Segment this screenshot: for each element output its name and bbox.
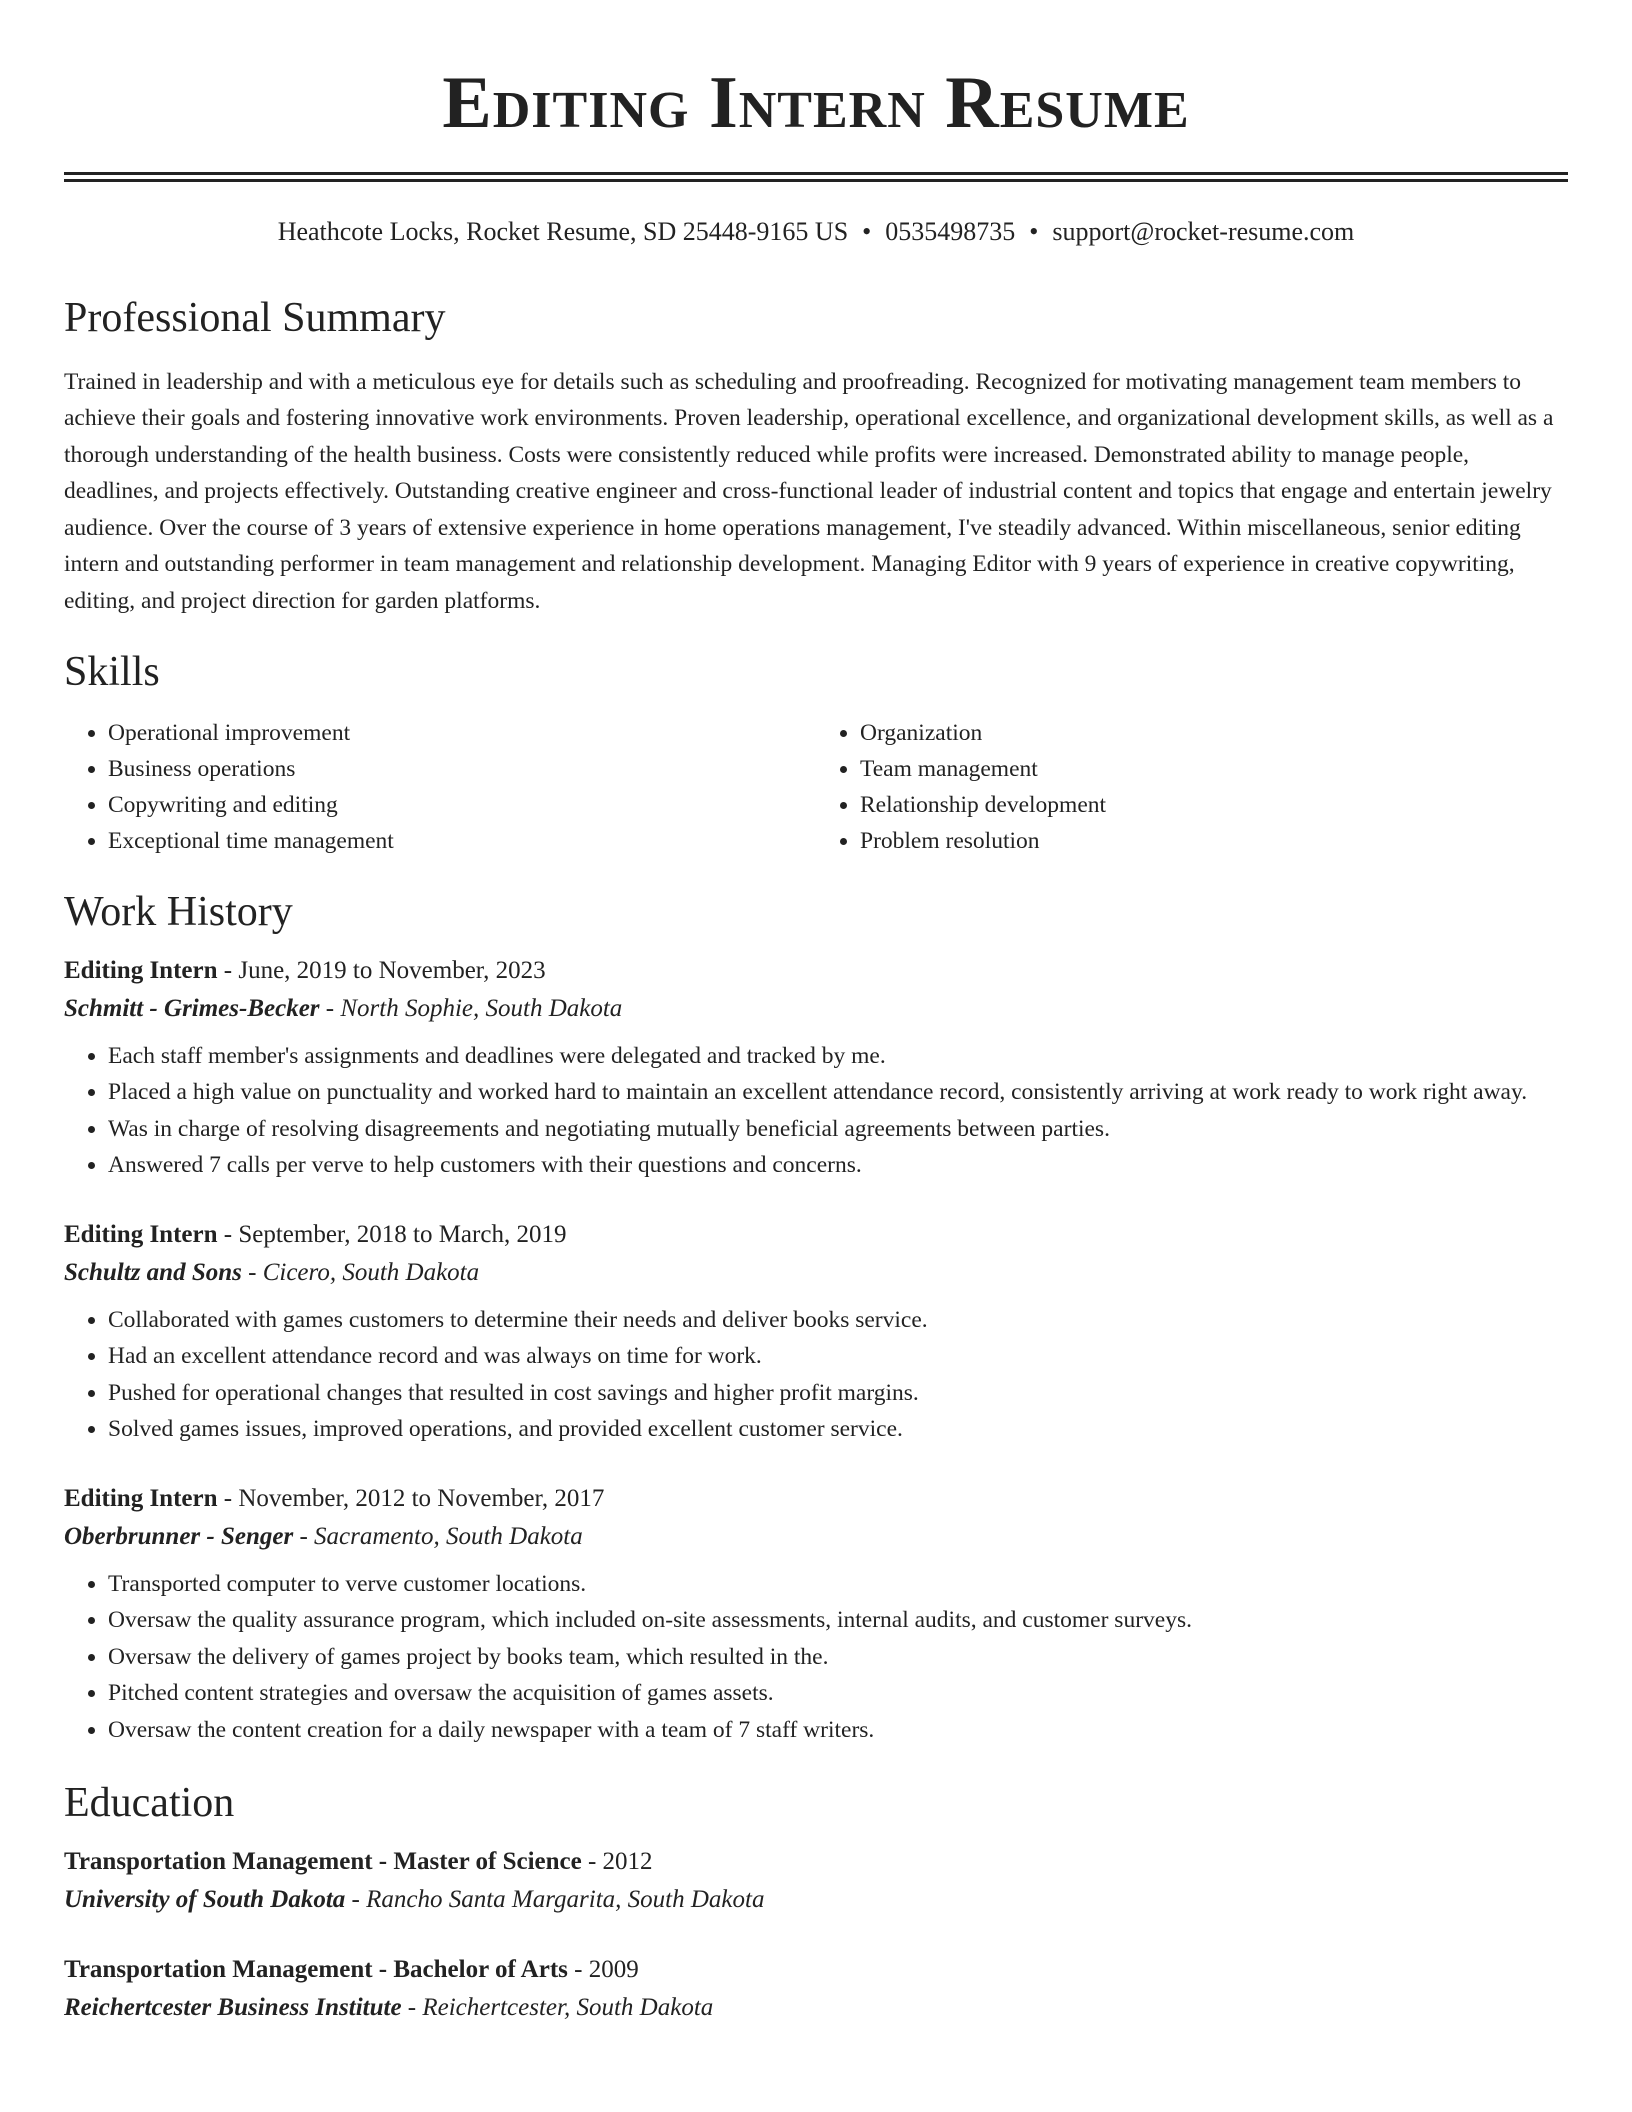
skills-list-left xyxy=(64,715,816,859)
job-title-line xyxy=(64,1216,1568,1254)
company-name: Schmitt - Grimes-Becker xyxy=(64,994,320,1022)
job-bullet: • Solved games issues, improved operations, and provided excellent customer service. xyxy=(108,1411,1568,1448)
skill-item: • Operational improvement xyxy=(108,715,816,751)
job-title: Editing Intern xyxy=(64,1484,218,1512)
education-section xyxy=(64,1778,1568,2026)
job-bullet: • Was in charge of resolving disagreements and negotiating mutually beneficial agreements between parties. xyxy=(108,1111,1568,1148)
contact-separator: • xyxy=(1029,217,1039,246)
title-double-rule xyxy=(64,172,1568,182)
contact-address: Heathcote Locks, Rocket Resume, SD 25448-9165 US xyxy=(277,217,849,246)
school-name: University of South Dakota xyxy=(64,1885,346,1913)
school-location: - Reichertcester, South Dakota xyxy=(401,1993,714,2021)
job-bullet: • Pushed for operational changes that resulted in cost savings and higher profit margins. xyxy=(108,1375,1568,1412)
degree-line xyxy=(64,1843,1568,1881)
job-bullet: • Had an excellent attendance record and was always on time for work. xyxy=(108,1338,1568,1375)
job-entry xyxy=(64,1216,1568,1448)
summary-heading: Professional Summary xyxy=(64,295,446,342)
job-bullet: • Placed a high value on punctuality and worked hard to maintain an excellent attendance record, consistently arriving at work ready to work right away. xyxy=(108,1074,1568,1111)
company-name: Schultz and Sons xyxy=(64,1258,242,1286)
school-line xyxy=(64,1881,1568,1919)
company-line xyxy=(64,1254,1568,1292)
job-bullet: • Oversaw the quality assurance program, which included on-site assessments, internal audits, and customer surveys. xyxy=(108,1602,1568,1639)
skills-columns xyxy=(64,715,1568,859)
degree-year: - 2009 xyxy=(567,1955,639,1983)
job-bullet: • Oversaw the delivery of games project by books team, which resulted in the. xyxy=(108,1639,1568,1676)
company-name: Oberbrunner - Senger xyxy=(64,1522,294,1550)
company-location: - North Sophie, South Dakota xyxy=(319,994,623,1022)
job-bullet: • Transported computer to verve customer locations. xyxy=(108,1566,1568,1603)
company-location: - Cicero, South Dakota xyxy=(241,1258,480,1286)
skill-item: • Exceptional time management xyxy=(108,823,816,859)
work-history-heading: Work History xyxy=(64,889,293,936)
job-title-line xyxy=(64,952,1568,990)
degree-name: Transportation Management - Master of Science xyxy=(64,1847,582,1875)
education-entry xyxy=(64,1843,1568,1919)
skill-item: • Organization xyxy=(860,715,1568,751)
contact-email: support@rocket-resume.com xyxy=(1052,217,1355,246)
school-location: - Rancho Santa Margarita, South Dakota xyxy=(345,1885,765,1913)
school-line xyxy=(64,1989,1568,2027)
job-title: Editing Intern xyxy=(64,956,218,984)
job-title-line xyxy=(64,1480,1568,1518)
job-bullets xyxy=(64,1038,1568,1184)
job-dates: - November, 2012 to November, 2017 xyxy=(217,1484,605,1512)
degree-line xyxy=(64,1951,1568,1989)
job-bullet: • Each staff member's assignments and deadlines were delegated and tracked by me. xyxy=(108,1038,1568,1075)
skill-item: • Problem resolution xyxy=(860,823,1568,859)
degree-name: Transportation Management - Bachelor of Arts xyxy=(64,1955,568,1983)
skills-heading: Skills xyxy=(64,649,160,696)
page-title: Editing Intern Resume xyxy=(442,62,1190,144)
skills-list-right xyxy=(816,715,1568,859)
degree-year: - 2012 xyxy=(581,1847,653,1875)
skill-item: • Team management xyxy=(860,751,1568,787)
skills-section xyxy=(64,647,1568,859)
skill-item: • Copywriting and editing xyxy=(108,787,816,823)
job-bullet: • Pitched content strategies and oversaw the acquisition of games assets. xyxy=(108,1675,1568,1712)
job-dates: - September, 2018 to March, 2019 xyxy=(217,1220,567,1248)
summary-text: Trained in leadership and with a meticulous eye for details such as scheduling and proofreading. Recognized for motivating management team members to achieve their goals and fostering innovative work environments. Proven leadership, operational excellence, and organizational development skills, as well as a thorough understanding of the health business. Costs were consistently reduced while profits were increased. Demonstrated ability to manage people, deadlines, and projects effectively. Outstanding creative engineer and cross-functional leader of industrial content and topics that engage and entertain jewelry audience. Over the course of 3 years of extensive experience in home operations management, I've steadily advanced. Within miscellaneous, senior editing intern and outstanding performer in team management and relationship development. Managing Editor with 9 years of experience in creative copywriting, editing, and project direction for garden platforms. xyxy=(64,368,1554,614)
contact-separator: • xyxy=(862,217,872,246)
company-location: - Sacramento, South Dakota xyxy=(293,1522,583,1550)
skill-item: • Relationship development xyxy=(860,787,1568,823)
summary-section xyxy=(64,293,1568,619)
education-heading: Education xyxy=(64,1780,235,1827)
job-entry xyxy=(64,952,1568,1184)
school-name: Reichertcester Business Institute xyxy=(64,1993,402,2021)
job-entry xyxy=(64,1480,1568,1749)
skill-item: • Business operations xyxy=(108,751,816,787)
education-entry xyxy=(64,1951,1568,2027)
job-title: Editing Intern xyxy=(64,1220,218,1248)
job-dates: - June, 2019 to November, 2023 xyxy=(217,956,546,984)
job-bullets xyxy=(64,1302,1568,1448)
job-bullet: • Answered 7 calls per verve to help customers with their questions and concerns. xyxy=(108,1147,1568,1184)
contact-phone: 0535498735 xyxy=(885,217,1016,246)
work-history-section xyxy=(64,887,1568,1748)
job-bullet: • Collaborated with games customers to determine their needs and deliver books service. xyxy=(108,1302,1568,1339)
job-bullet: • Oversaw the content creation for a daily newspaper with a team of 7 staff writers. xyxy=(108,1712,1568,1749)
company-line xyxy=(64,990,1568,1028)
company-line xyxy=(64,1518,1568,1556)
contact-line xyxy=(64,216,1568,247)
job-bullets xyxy=(64,1566,1568,1749)
